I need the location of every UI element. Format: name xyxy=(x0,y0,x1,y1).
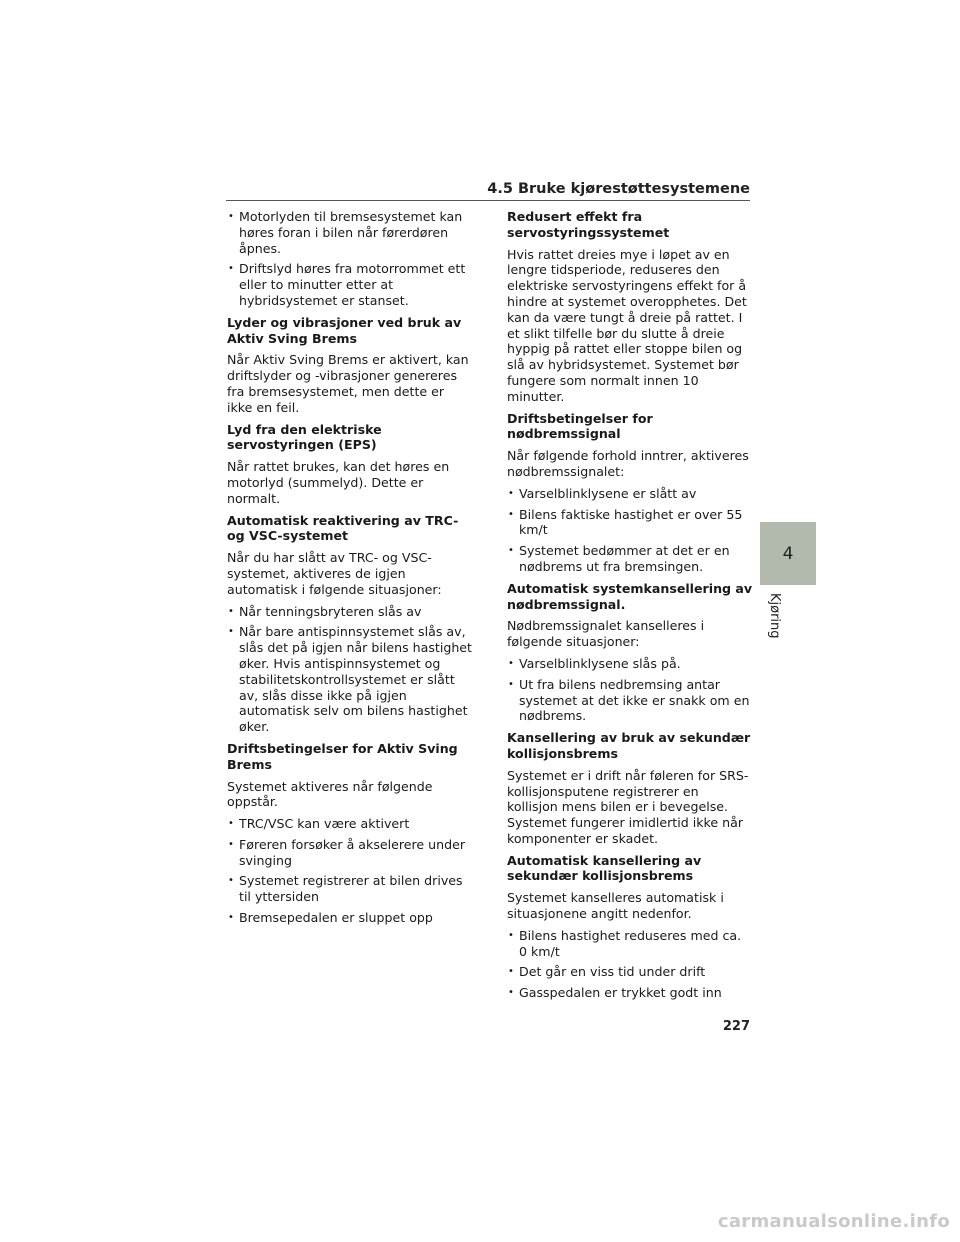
list-item: • Gasspedalen er trykket godt inn xyxy=(507,985,753,1001)
section-header: 4.5 Bruke kjørestøttesystemene xyxy=(487,181,750,197)
chapter-tab[interactable] xyxy=(760,522,816,585)
body-paragraph: Hvis rattet dreies mye i løpet av en lengre tidsperiode, reduseres den elektriske servostyringens effekt for å hindre at systemet overopphetes. Det kan da være tungt å dreie på rattet. I et slikt tilfelle bør du slutte å dreie hyppig på rattet eller stoppe bilen og slå av hybridsystemet. Systemet bør fungere som normalt innen 10 minutter. xyxy=(507,246,747,404)
list-item: • Varselblinklysene er slått av xyxy=(507,486,753,502)
section-heading: Kansellering av bruk av sekundær kollisjonsbrems xyxy=(507,730,751,761)
body-paragraph: Systemet kanselleres automatisk i situasjonene angitt nedenfor. xyxy=(507,890,724,922)
watermark: carmanualsonline.info xyxy=(717,1211,950,1232)
chapter-number: 4 xyxy=(782,543,794,564)
list-item: • Systemet bedømmer at det er en nødbrems ut fra bremsingen. xyxy=(507,543,753,575)
list-item: • Bilens faktiske hastighet er over 55 km/t xyxy=(507,507,753,539)
bullet-list xyxy=(227,209,473,309)
body-paragraph: Systemet er i drift når føleren for SRS-kollisjonsputene registrerer en kollisjon mens bilen er i bevegelse. Systemet fungerer imidlertid ikke når komponenter er skadet. xyxy=(507,767,749,846)
list-item: • Når bare antispinnsystemet slås av, slås det på igjen når bilens hastighet øker. Hvis antispinnsystemet og stabilitetskontrollsystemet er slått av, slås disse ikke på igjen automatisk selv om bilens hastighet øker. xyxy=(227,624,473,735)
bullet-list xyxy=(507,486,753,575)
body-paragraph: Når Aktiv Sving Brems er aktivert, kan driftslyder og -vibrasjoner genereres fra bremsesystemet, men dette er ikke en feil. xyxy=(227,352,469,415)
right-column xyxy=(507,209,753,1006)
list-item: • Når tenningsbryteren slås av xyxy=(227,604,473,620)
body-paragraph: Når rattet brukes, kan det høres en motorlyd (summelyd). Dette er normalt. xyxy=(227,459,450,506)
page-number: 227 xyxy=(722,1019,750,1034)
section-heading: Driftsbetingelser for Aktiv Sving Brems xyxy=(227,740,458,772)
bullet-list xyxy=(507,928,753,1001)
header-divider xyxy=(226,200,750,201)
section-heading: Lyder og vibrasjoner ved bruk av Aktiv Sving Brems xyxy=(227,314,462,346)
list-item: • Systemet registrerer at bilen drives til yttersiden xyxy=(227,873,473,905)
section-heading: Automatisk reaktivering av TRC- og VSC-systemet xyxy=(227,512,459,544)
bullet-list xyxy=(227,604,473,735)
body-paragraph: Nødbremssignalet kanselleres i følgende situasjoner: xyxy=(507,618,705,650)
list-item: • TRC/VSC kan være aktivert xyxy=(227,816,473,832)
list-item: • Føreren forsøker å akselerere under svinging xyxy=(227,837,473,869)
list-item: • Det går en viss tid under drift xyxy=(507,964,753,980)
section-heading: Automatisk systemkansellering av nødbremssignal. xyxy=(507,580,753,612)
body-paragraph: Systemet aktiveres når følgende oppstår. xyxy=(227,778,433,810)
list-item: • Driftslyd høres fra motorrommet ett eller to minutter etter at hybridsystemet er stanset. xyxy=(227,261,473,308)
section-heading: Lyd fra den elektriske servostyringen (EPS) xyxy=(227,421,382,453)
list-item: • Bremsepedalen er sluppet opp xyxy=(227,910,473,926)
section-heading: Automatisk kansellering av sekundær kollisjonsbrems xyxy=(507,852,702,884)
list-item: • Ut fra bilens nedbremsing antar systemet at det ikke er snakk om en nødbrems. xyxy=(507,677,753,724)
bullet-list xyxy=(507,656,753,724)
list-item: • Motorlyden til bremsesystemet kan høres foran i bilen når førerdøren åpnes. xyxy=(227,209,473,256)
chapter-label: Kjøring xyxy=(767,593,782,639)
list-item: • Varselblinklysene slås på. xyxy=(507,656,753,672)
list-item: • Bilens hastighet reduseres med ca. 0 km/t xyxy=(507,928,753,960)
body-paragraph: Når du har slått av TRC- og VSC-systemet, aktiveres de igjen automatisk i følgende situasjoner: xyxy=(227,550,442,597)
section-heading: Redusert effekt fra servostyringssystemet xyxy=(507,209,670,240)
section-heading: Driftsbetingelser for nødbremssignal xyxy=(507,410,653,442)
bullet-list xyxy=(227,816,473,926)
left-column xyxy=(227,209,473,931)
body-paragraph: Når følgende forhold inntrer, aktiveres nødbremssignalet: xyxy=(507,448,749,479)
